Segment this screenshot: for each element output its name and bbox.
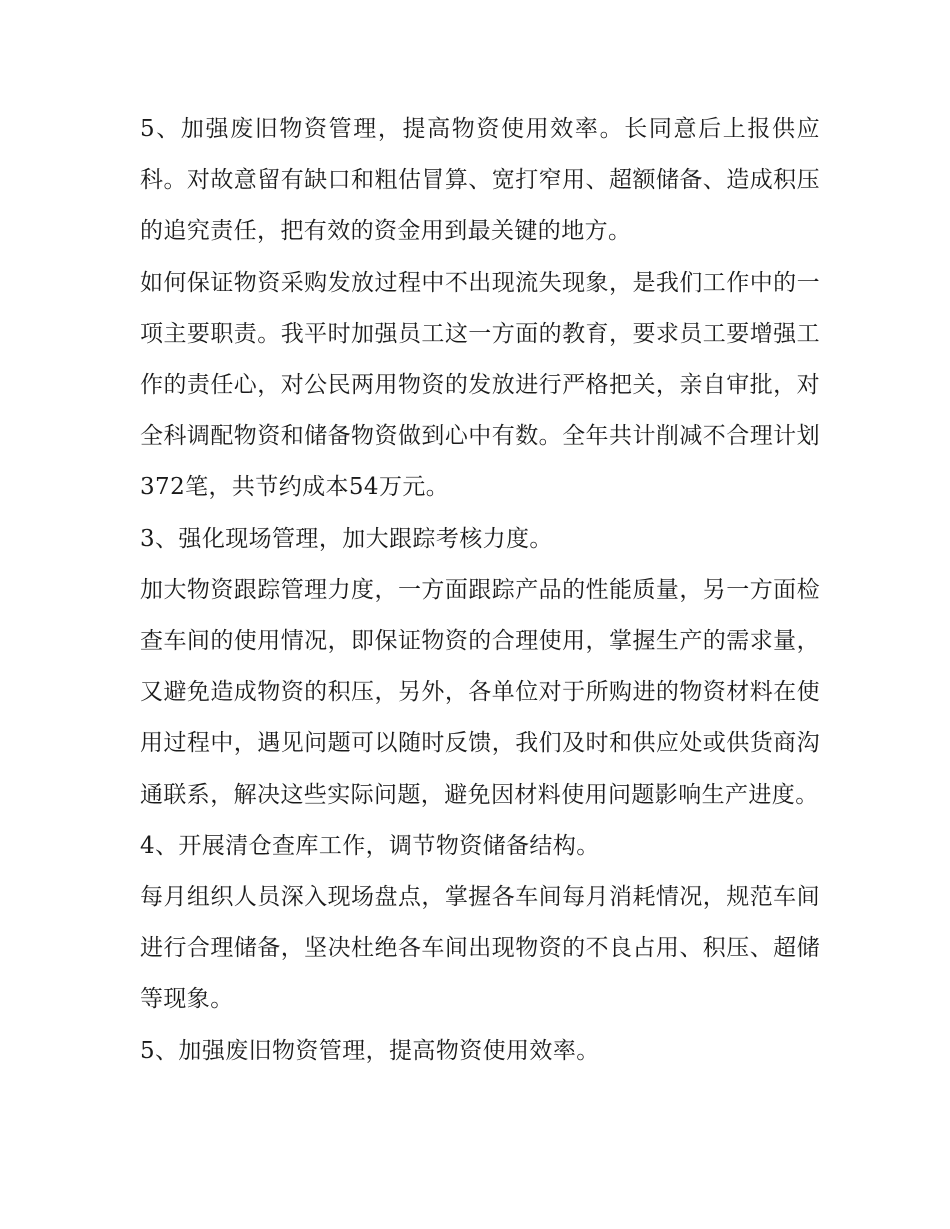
- paragraph-tracking: 加大物资跟踪管理力度，一方面跟踪产品的性能质量，另一方面检查车间的使用情况，即保证物资的合理使用，掌握生产的需求量，又避免造成物资的积压，另外，各单位对于所购进的物资材料在使用过程中，遇见问题可以随时反馈，我们及时和供应处或供货商沟通联系，解决这些实际问题，避免因材料使用问题影响生产进度。: [140, 576, 820, 808]
- heading-inventory-check: 4、开展清仓查库工作，调节物资储备结构。: [140, 832, 600, 859]
- paragraph-procurement-control: 如何保证物资采购发放过程中不出现流失现象，是我们工作中的一项主要职责。我平时加强员工这一方面的教育，要求员工要增强工作的责任心，对公民两用物资的发放进行严格把关，亲自审批，对全科调配物资和储备物资做到心中有数。全年共计削减不合理计划372笔，共节约成本54万元。: [140, 269, 820, 501]
- document-body: [140, 104, 820, 1077]
- heading-onsite-management: 3、强化现场管理，加大跟踪考核力度。: [140, 525, 553, 552]
- heading-waste-materials: 5、加强废旧物资管理，提高物资使用效率。: [140, 1037, 600, 1064]
- paragraph-inventory: 每月组织人员深入现场盘点，掌握各车间每月消耗情况，规范车间进行合理储备，坚决杜绝各车间出现物资的不良占用、积压、超储等现象。: [140, 884, 820, 1013]
- paragraph-waste-materials-intro: 5、加强废旧物资管理，提高物资使用效率。长同意后上报供应科。对故意留有缺口和粗估冒算、宽打窄用、超额储备、造成积压的追究责任，把有效的资金用到最关键的地方。: [140, 116, 820, 245]
